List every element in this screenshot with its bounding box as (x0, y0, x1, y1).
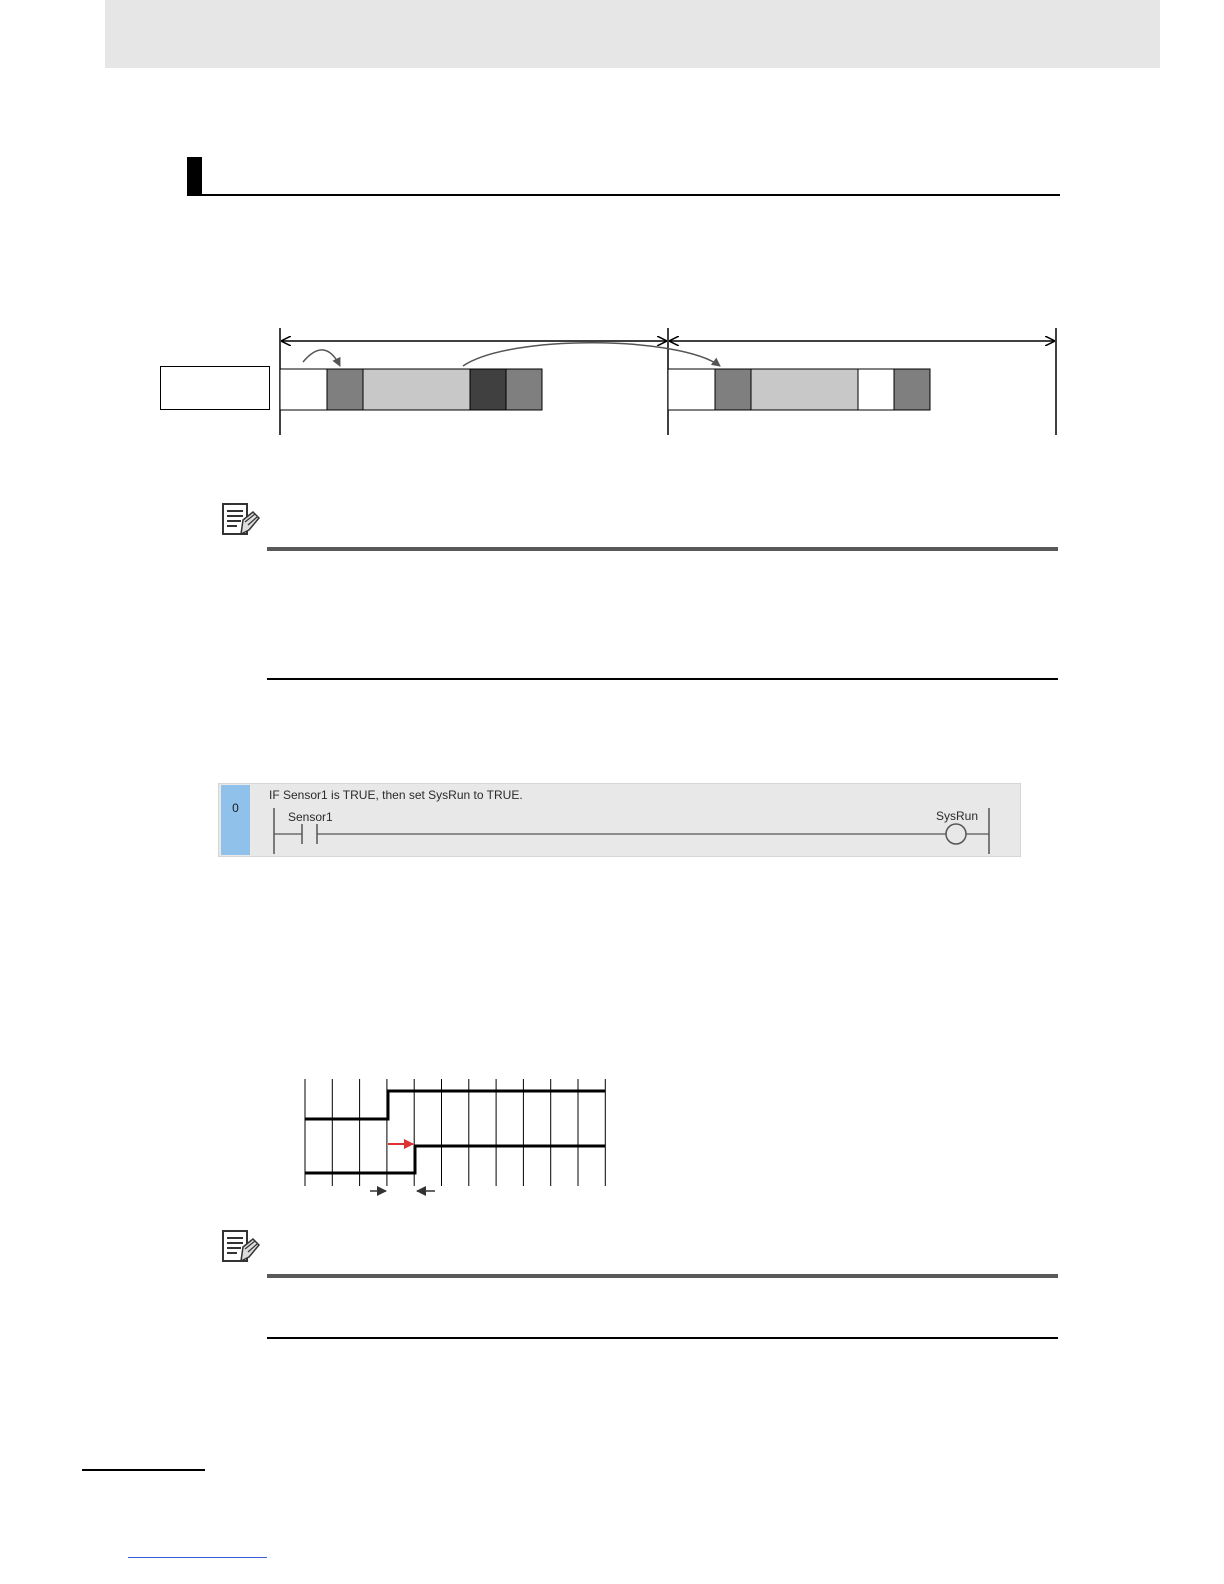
segment-gray-2 (506, 369, 542, 410)
notepad-pencil-icon (221, 1227, 261, 1267)
footer-rule (82, 1469, 205, 1471)
rung-comment: IF Sensor1 is TRUE, then set SysRun to TRUE. (269, 788, 523, 802)
segment-light-1 (363, 369, 470, 410)
page-header-band (105, 0, 1160, 68)
note-2-top-rule (267, 1274, 1058, 1278)
curved-arrow-long (463, 343, 720, 366)
note-2-bottom-rule (267, 1337, 1058, 1339)
footer-link-underline[interactable] (128, 1557, 267, 1558)
segment-white-1 (280, 369, 327, 410)
coil-variable-label: SysRun (936, 809, 979, 823)
segment-dark-1 (470, 369, 506, 410)
rung-graphic (219, 784, 1022, 858)
contact-variable-label: Sensor1 (288, 810, 333, 824)
notepad-pencil-icon (221, 500, 261, 540)
segment-white-2 (668, 369, 715, 410)
section-heading-marker (187, 157, 202, 195)
curved-arrow-short (303, 350, 340, 366)
segment-gray-1 (327, 369, 363, 410)
task-period-diagram (150, 320, 1070, 440)
segment-gray-3 (715, 369, 751, 410)
signal-2-waveform (305, 1146, 605, 1173)
rung-number: 0 (221, 785, 250, 855)
segment-light-2 (751, 369, 858, 410)
segment-white-3 (858, 369, 894, 410)
coil-symbol (946, 824, 966, 844)
section-heading-rule (187, 194, 1060, 196)
signal-1-waveform (305, 1091, 605, 1119)
signal-timing-chart (300, 1076, 612, 1200)
note-1-top-rule (267, 547, 1058, 551)
segment-gray-4 (894, 369, 930, 410)
ladder-rung[interactable] (218, 783, 1021, 857)
note-1-bottom-rule (267, 678, 1058, 680)
